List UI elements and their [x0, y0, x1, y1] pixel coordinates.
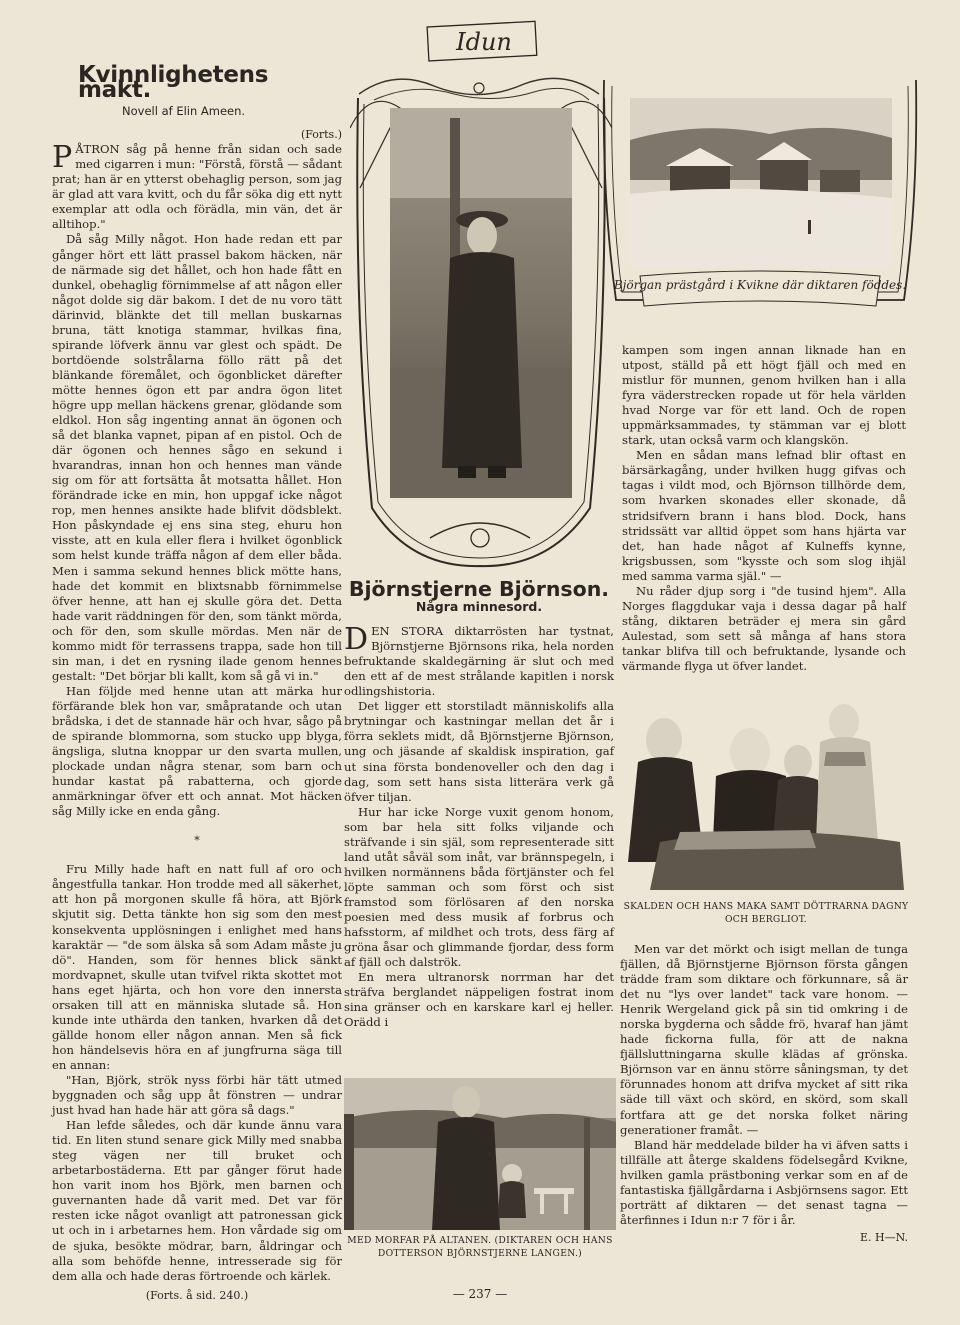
- continued-note: (Forts.): [300, 128, 342, 142]
- paragraph-5: "Han, Björk, strök nyss förbi här tätt utmed byggnaden och såg upp åt fönstren — undrar just hvad han hade här att göra så dags.": [52, 1073, 342, 1118]
- family-photo: [620, 692, 912, 890]
- paragraph-1: PÅTRON såg på henne från sidan och sade med cigarren i mun: "Förstå, förstå — sådant prat; han är en ytterst obehaglig person, som jag är glad att vara kvitt, och du får söka dig ett nytt exemplar att odla och förädla, min vän, det är alltihop.": [52, 140, 342, 232]
- right-paragraph-1: kampen som ingen annan liknade han en utpost, ställd på ett högt fjäll och med en mistlur för munnen, genom hvilken han i alla fyra väderstrecken ropade ut för hela världen hvad Norge var för ett land. Och de ropen uppmärksammades, ty stämman var ej blott stark, utan också varm och klangskön.: [622, 343, 906, 448]
- mid-paragraph-1: DEN STORA diktarrösten har tystnat, Björnstjerne Björnsons rika, hela norden befruktande skaldegärning är slut och med den ett af de mest strålande kapitlen i norsk odlingshistoria.: [344, 622, 614, 699]
- signature: E. H—N.: [859, 1230, 908, 1244]
- altan-caption: MED MORFAR PÅ ALTANEN. (DIKTAREN OCH HANS DOTTERSON BJÖRNSTJERNE LANGEN.): [347, 1235, 613, 1259]
- middle-column: [344, 577, 614, 1030]
- left-column: [52, 60, 342, 1303]
- paragraph-3: Han följde med henne utan att märka hur förfärande blek hon var, småpratande och utan brådska, i det de stannade här och hvar, sågo på de spirande blommorna, som stucko upp blyga, ängsliga, slutna knoppar ur den svarta mullen, plockade undan några stenar, som barn och hundar kastat på rabatterna, och gjorde anmärkningar öfver ett och annat. Mot häcken såg Milly icke en enda gång.: [52, 683, 342, 819]
- bjornson-title: Björnstjerne Björnson.: [348, 577, 610, 601]
- right-paragraph-3: Nu råder djup sorg i "de tusind hjem". Alla Norges flaggdukar vaja i dessa dagar på half stång, diktaren beträder ej mera sin gård Aulestad, som sett så mångа af hans stora tankar blifva till och befruktande, lysande och värmande flyga ut öfver landet.: [622, 583, 906, 673]
- idun-logo: [425, 20, 543, 64]
- bjornson-subtitle: Några minnesord.: [415, 599, 543, 615]
- right-column-top: [622, 343, 906, 674]
- page-number: — 237 —: [452, 1287, 508, 1301]
- right-paragraph-2: Men en sådan mans lefnad blir oftast en bärsärkagång, under hvilken hugg gifvas och tagas i vildt mod, och Björnson tillhörde dem, som hvarken skonades eller skonade, då stridsifvern brann i hans blod. Dock, hans stridssätt var alltid öppet som hans hjärta var det, han hade något af Kulneffs kynne, krigsbussen, som "kysste och som slog ihjäl med samma varma själ." —: [622, 448, 906, 583]
- article-title: Kvinnlighetens makt.: [78, 62, 269, 104]
- family-caption: SKALDEN OCH HANS MAKA SAMT DÖTTRARNA DAGNY OCH BERGLIOT.: [623, 901, 909, 925]
- drop-cap: P: [52, 140, 73, 176]
- right-paragraph-4: Men var det mörkt och isigt mellan de tunga fjällen, då Björnstjerne Björnson första gången trädde fram som diktare och förkunnare, så är det nu "lys over landet" tack vare honom. — Henrik Wergeland gick på sin tid omkring i de norska bygderna och sådde frö, hvaraf han jämt hade fickorna fulla, för att de nakna fjällsluttningarna skulle klädas af grönska. Björnson var en ännu större såningsman, ty det förunnades honom att drifva mycket af sitt rika säde till växt och skörd, en skörd, som skall fortfara att ge det norska folket näring generationer framåt. —: [620, 942, 908, 1137]
- winter-frame: [600, 70, 920, 330]
- paragraph-6: Han lefde således, och där kunde ännu vara tid. En liten stund senare gick Milly med snabba steg vägen ner till bruket och arbetarbostäderna. Ett par gånger förut hade hon varit inom hos Björk, men barnen och guvernanten hade då varit med. Det var för resten icke något ovanligt att patronessan gick ut och in i arbetarnes hem. Hon vårdade sig om de sjuka, besökte mödrar, barn, åldringar och alla som behöfde henne, intresserade sig för dem alla och hade deras förtroende och kärlek.: [52, 1118, 342, 1283]
- altan-photo: [344, 1078, 616, 1230]
- portrait-frame: [350, 68, 612, 573]
- drop-cap-d: D: [344, 622, 369, 658]
- right-column-bottom: [620, 942, 908, 1245]
- winter-caption: Björgan prästgård i Kvikne där diktaren föddes.: [613, 278, 907, 292]
- paragraph-2: Då såg Milly något. Hon hade redan ett par gånger hört ett lätt prassel bakom häcken, när de närmade sig det hållet, och hon hade fått en dunkel, obehaglig förnimmelse af att någon eller något dolde sig där bakom. I det de nu voro tätt därinvid, blänkte det till mellan buskarnas bruna, tätt knotiga stammar, hvilkas fina, spirande löfverk ännu var glest och spädt. De bortdöende solstrålarna föllo rätt på det blänkande föremålet, och ögonblicket därefter mötte hennes ögon ett par andra ögon litet högre upp mellan häckens grenar, glödande som eldkol. Hon såg ingenting annat än ögonen och så det blanka vapnet, pipan af en pistol. Och de där ögonen och hennes sågo en sekund i hvarandras, innan hon och hennes man vände sig om för att fortsätta åt motsatta hållet. Hon förändrade icke en min, hon uppgaf icke något rop, men hennes ansikte hade blifvit dödsblekt. Hon påskyndade ej ens sina steg, ehuru hon visste, att en kula eller flera i hvilket ögonblick som helst kunde träffa någon af dem eller båda. Men i samma sekund hennes blick mötte hans, hade det kommit en blixtsnabb förnimmelse öfver henne, att han ej skulle göra det. Detta hade varit räddningen för den, som tänkt mörda, och för den, som skulle mördas. Men när de kommo midt för terrassens trappa, sade hon till sin man, i det en rysning ilade genom hennes gestalt: "Det börjar bli kallt, kom så gå vi in.": [52, 232, 342, 683]
- mid-paragraph-3: Hur har icke Norge vuxit genom honom, som bar hela sitt folks viljande och sträfvande i sin själ, som representerade sitt land utåt såväl som inåt, var brännspegeln, i hvilken normännens båda förtjänster och fel löpte samman och som först och sist framstod som förlösaren af den norska poesien med dess musik af forbrus och hafsstorm, af mildhet och trots, dess färg af gröna åsar och glimmande fjordar, dess form af fjäll och dalströk.: [344, 804, 614, 970]
- continued-end-note: (Forts. å sid. 240.): [145, 1288, 249, 1302]
- section-star: *: [194, 834, 200, 848]
- paragraph-4: Fru Milly hade haft en natt full af oro och ångestfulla tankar. Hon trodde med all säkerhet, att hon på morgonen skulle få höra, att Björk skjutit sig. Detta tänkte hon sig som den mest konsekventa upplösningen i enlighet med hans karaktär — "de som älska så som Adam måste ju dö". Handen, som för hennes blick sänkt mordvapnet, skulle utan tvifvel rikta skottet mot hans eget hjärta, och hon vore den innersta orsaken till att en människa slutade så. Hon kunde inte uthärda den tanken, hvarken då det gällde honom eller någon annan. Men så fick hon händelsevis höra en af jungfrurna säga till en annan:: [52, 862, 342, 1072]
- logo-text: Idun: [456, 28, 512, 56]
- mid-paragraph-2: Det ligger ett storstiladt människolifs alla brytningar och kastningar mellan det år i förra seklets midt, då Björnstjerne Björnson, ung och jäsande af skaldisk inspiration, gaf ut sina första bondenoveller och den dag i dag, som sett hans sista litterära verk gå öfver tiljan.: [344, 699, 614, 804]
- mid-paragraph-4: En mera ultranorsk norrman har det sträfva berglandet näppeligen fostrat inom sina gränser och en karskare karl ej heller. Orädd i: [344, 970, 614, 1030]
- right-paragraph-5: Bland här meddelade bilder ha vi äfven satts i tillfälle att återge skaldens födelsegård Kvikne, hvilken gamla prästboning verkar som en af de fantastiska fjällgårdarna i Asbjörnsens sagor. Ett porträtt af diktaren — det senast tagna — återfinnes i Idun n:r 7 för i år.: [620, 1137, 908, 1227]
- article-byline: Novell af Elin Ameen.: [122, 104, 246, 119]
